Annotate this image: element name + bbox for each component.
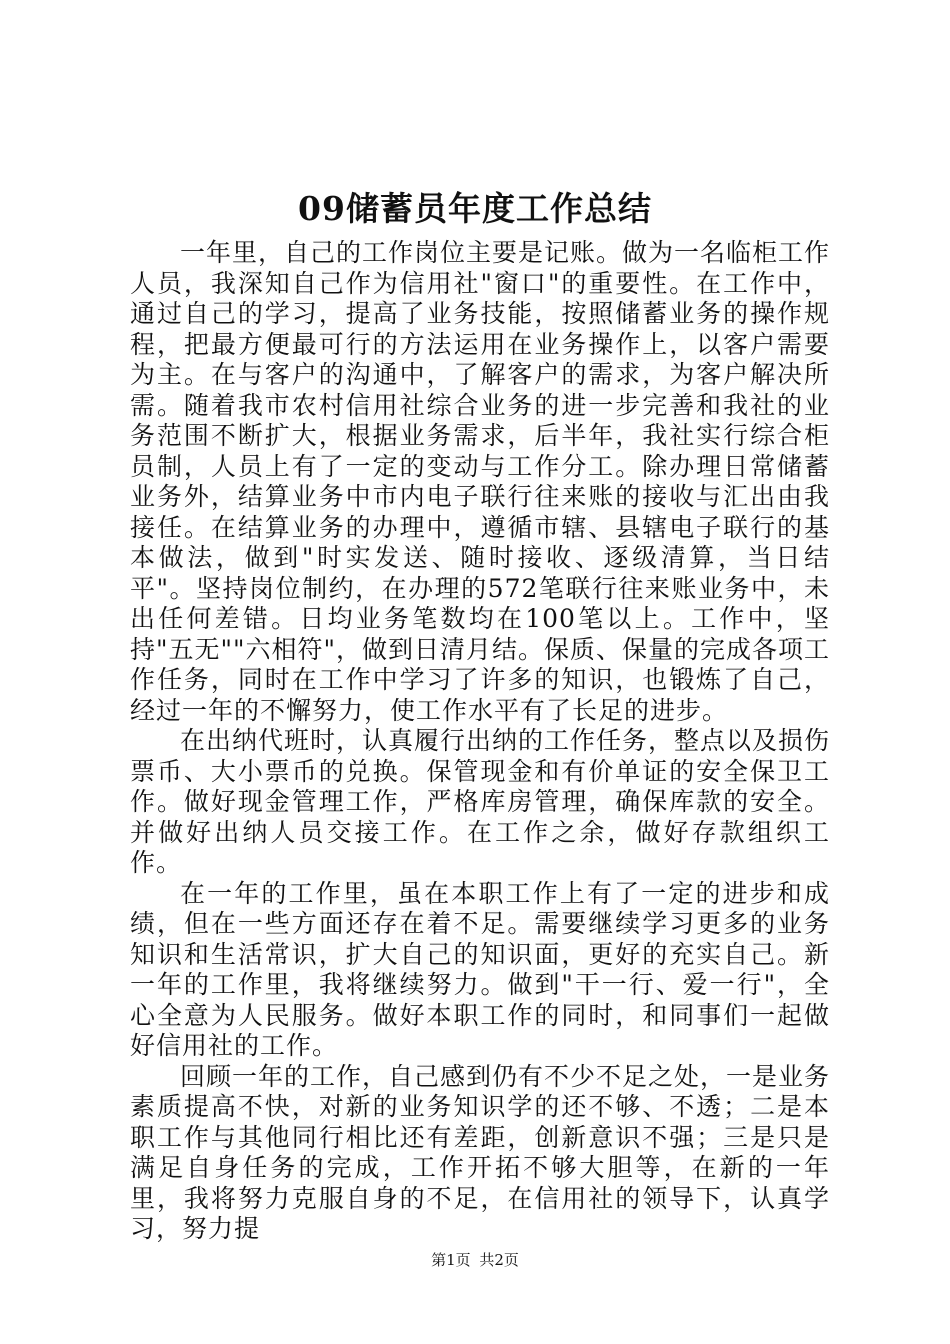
paragraph-2: 在出纳代班时，认真履行出纳的工作任务，整点以及损伤票币、大小票币的兑换。保管现金和有价单证的安全保卫工作。做好现金管理工作，严格库房管理，确保库款的安全。并做好出纳人员交接工作。在工作之余，做好存款组织工作。 <box>130 726 831 877</box>
page-number: 第1页 <box>431 1251 471 1269</box>
document-title: 09储蓄员年度工作总结 <box>298 189 652 228</box>
page-total: 共2页 <box>479 1251 519 1269</box>
document-body <box>130 238 830 1245</box>
paragraph-3: 在一年的工作里，虽在本职工作上有了一定的进步和成绩，但在一些方面还存在着不足。需要继续学习更多的业务知识和生活常识，扩大自己的知识面，更好的充实自己。新一年的工作里，我将继续努力。做到"干一行、爱一行"，全心全意为人民服务。做好本职工作的同时，和同事们一起做好信用社的工作。 <box>130 878 830 1060</box>
paragraph-1: 一年里，自己的工作岗位主要是记账。做为一名临柜工作人员，我深知自己作为信用社"窗口"的重要性。在工作中，通过自己的学习，提高了业务技能，按照储蓄业务的操作规程，把最方便最可行的方法运用在业务操作上，以客户需要为主。在与客户的沟通中，了解客户的需求，为客户解决所需。随着我市农村信用社综合业务的进一步完善和我社的业务范围不断扩大，根据业务需求，后半年，我社实行综合柜员制，人员上有了一定的变动与工作分工。除办理日常储蓄业务外，结算业务中市内电子联行往来账的接收与汇出由我接任。在结算业务的办理中，遵循市辖、县辖电子联行的基本做法，做到"时实发送、随时接收、逐级清算，当日结平"。坚持岗位制约，在办理的572笔联行往来账业务中，未出任何差错。日均业务笔数均在100笔以上。工作中，坚持"五无""六相符"，做到日清月结。保质、保量的完成各项工作任务，同时在工作中学习了许多的知识，也锻炼了自己，经过一年的不懈努力，使工作水平有了长足的进步。 <box>130 238 831 725</box>
page-footer <box>0 1250 950 1270</box>
paragraph-4: 回顾一年的工作，自己感到仍有不少不足之处，一是业务素质提高不快，对新的业务知识学的还不够、不透；二是本职工作与其他同行相比还有差距，创新意识不强；三是只是满足自身任务的完成，工作开拓不够大胆等，在新的一年里，我将努力克服自身的不足，在信用社的领导下，认真学习，努力提 <box>130 1061 831 1243</box>
